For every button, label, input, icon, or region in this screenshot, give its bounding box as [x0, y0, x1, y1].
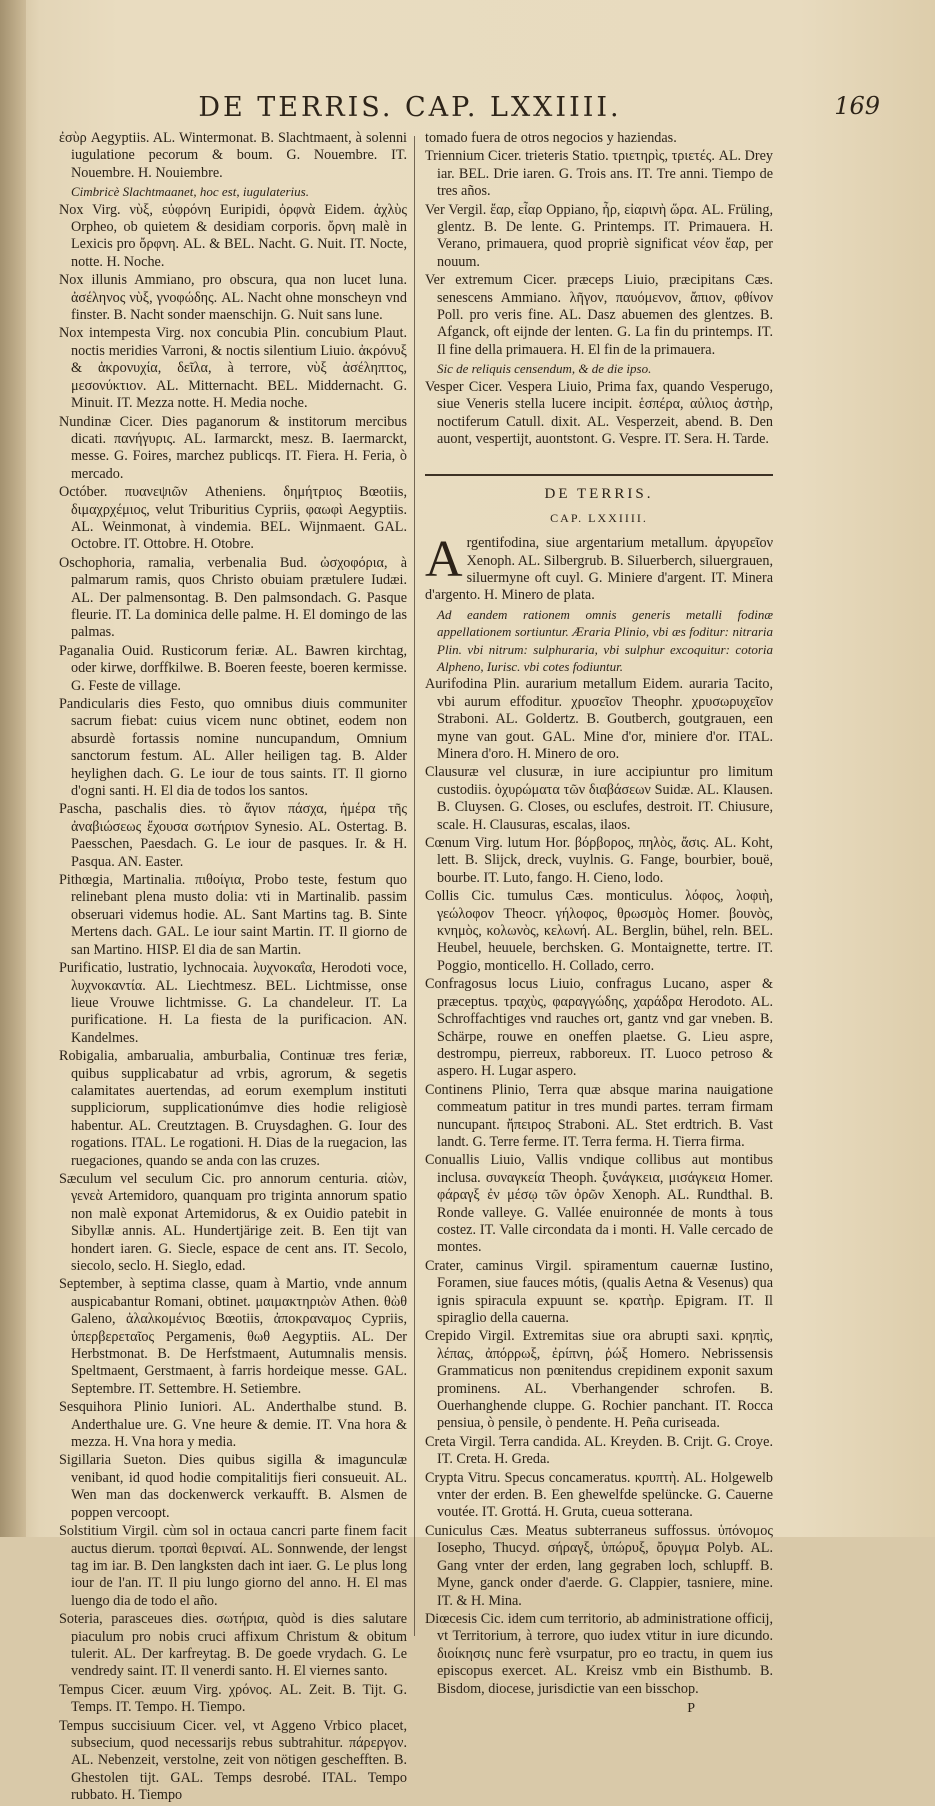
dictionary-entry	[425, 1611, 773, 1698]
dictionary-entry	[425, 379, 773, 449]
dictionary-entry	[59, 801, 407, 871]
entry-text: Clausuræ vel clusuræ, in iure accipiuntur pro limitum custodiis. ὀχυρώματα τῶν διαβάσεων Suidæ. AL. Klausen. B. Cluysen. G. Closes, ou esclufes, destroit. IT. Chiusure, scale. H. Clausuras, escalas, ilaos.	[425, 764, 773, 833]
entry-text: Sesquihora Plinio Iuniori. AL. Anderthalbe stund. B. Anderthalue ure. G. Vne heure & demie. IT. Vna hora & mezza. H. Vna hora y media.	[59, 1399, 407, 1451]
entry-text: Aurifodina Plin. aurarium metallum Eidem. auraria Tacito, vbi aurum effoditur. χρυσεῖον Theophr. χρυσωρυχεῖον Straboni. AL. Goldertz. B. Goutberch, goutgrauen, een myne van gout. GAL. Mine d'or, miniere d'or. ITAL. Minera d'oro. H. Minero de oro.	[425, 676, 773, 762]
dictionary-entry	[425, 1082, 773, 1152]
entry-text: Pandicularis dies Festo, quo omnibus diuis communiter sacrum fiebat: cuius vicem nunc obtinet, eodem non absurdè fortassis nomine nuncupandum, Omnium sanctorum festum. AL. Aller heiligen tag. B. Alder heylighen dach. G. Le iour de tous saints. IT. Il giorno d'ogni santi. H. El dia de todos los santos.	[59, 696, 407, 800]
dictionary-entry	[59, 202, 407, 272]
entry-text: Soteria, parasceues dies. σωτήρια, quòd is dies salutare piaculum pro nobis cruci affixum Christum & obitum tulerit. AL. Der karfreytag. B. De goede vrydach. G. Le vendredy saint. IT. Il venerdi santo. H. El viernes santo.	[59, 1611, 407, 1680]
entry-text: Collis Cic. tumulus Cæs. monticulus. λόφος, λοφιὴ, γεώλοφον Theocr. γήλοφος, θρωσμὸς Homer. βουνὸς, κνημὸς, κολωνὸς, κελωνή. AL. Berglin, bühel, reln. BEL. Heubel, heuuele, berchsken. G. Montaignette, tertre. IT. Poggio, monticello. H. Collado, cerro.	[425, 888, 773, 974]
dictionary-entry	[59, 1399, 407, 1451]
dictionary-entry	[425, 606, 773, 676]
entry-text: Cuniculus Cæs. Meatus subterraneus suffossus. ὑπόνομος Iosepho, Thucyd. σήραγξ, ὑπώρυξ, ὄρυγμα Polyb. AL. Gang vnter der erden, lang gegraben loch, schlupff. B. Myne, ganck onder d'aerde. G. Clappier, tasniere, mine. IT. & H. Mina.	[425, 1522, 773, 1609]
entry-text: Oschophoria, ramalia, verbenalia Bud. ὠσχοφόρια, à palmarum ramis, quos Christo obuiam prætulere Iudæi. AL. Der palmensontag. B. Den palmsondach. G. Pasque fleurie. IT. La dominica delle palme. H. El domingo de las palmas.	[59, 554, 407, 641]
dictionary-entry	[425, 272, 773, 359]
dictionary-entry	[425, 202, 773, 272]
drop-capital: A	[425, 531, 463, 589]
entry-text: Diœcesis Cic. idem cum territorio, ab administratione officij, vt Territorium, à terrore, quo iudex vtitur in iure dicundo. διοίκησις nunc ferè vsurpatur, pro eo tractu, in quem ius episcopus exercet. AL. Kreisz vmb ein Bisthumb. B. Bisdom, diocese, jurisdictie van een bisschop.	[425, 1610, 773, 1697]
dictionary-entry	[425, 531, 773, 605]
right-column-bottom-entries	[425, 531, 773, 1698]
left-column	[59, 130, 407, 1806]
entry-text: Cimbricè Slachtmaanet, hoc est, iugulaterius.	[71, 184, 309, 200]
entry-text: Continens Plinio, Terra quæ absque marina nauigatione commeatum patitur in tres mundi partes. terram firmam nuncupant. ἤπειρος Straboni. AL. Stet erdtrich. B. Vast landt. G. Terre ferme. IT. Terra ferma. H. Tierra firma.	[425, 1081, 773, 1150]
entry-text: Crater, caminus Virgil. spiramentum cauernæ Iustino, Foramen, siue fauces mótis, (qualis Aetna & Vesenus) qua ignis spiracula expuunt se. κρατὴρ. Epigram. IT. Il spiraglio della cauerna.	[425, 1257, 773, 1326]
entry-text: Ad eandem rationem omnis generis metalli fodinæ appellationem sortiuntur. Æraria Plinio, vbi æs foditur: nitraria Plin. vbi nitrum: sulphuraria, vbi sulphur excoquitur: cotoria Alpheno, Iurisc. vbi cotes fodiuntur.	[437, 606, 773, 674]
dictionary-entry	[59, 130, 407, 182]
dictionary-entry	[425, 764, 773, 834]
entry-text: Nox intempesta Virg. nox concubia Plin. concubium Plaut. noctis meridies Varroni, & noctis silentium Liuio. ἀκρόνυξ & ἀκρονυχία, δεῖλα, à terrore, νὺξ ἀσέληπτος, μεσονύκτιον. AL. Mitternacht. BEL. Middernacht. G. Minuit. IT. Mezza notte. H. Media noche.	[59, 325, 407, 412]
dictionary-entry	[425, 1434, 773, 1469]
dictionary-entry	[425, 676, 773, 763]
section-chapter: CAP. LXXIIII.	[550, 510, 648, 525]
dictionary-entry	[59, 1048, 407, 1170]
dictionary-entry	[59, 872, 407, 959]
entry-text: Creta Virgil. Terra candida. AL. Kreyden. B. Crijt. G. Croye. IT. Creta. H. Greda.	[425, 1433, 773, 1468]
entry-text: Vesper Cicer. Vespera Liuio, Prima fax, quando Vesperugo, siue Veneris stella lucere incipit. ἑσπέρα, αὐλιος ἀστὴρ, noctiferum Catull. dixit. AL. Vesperzeit, abend. B. Den auont, vespertijt, auontstont. G. Vespre. IT. Sera. H. Tarde.	[425, 378, 773, 447]
entry-text: Triennium Cicer. trieteris Statio. τριετηρὶς, τριετές. AL. Drey iar. BEL. Drie iaren. G. Trois ans. IT. Tre anni. Tiempo de tres años.	[425, 148, 773, 200]
entry-text: Purificatio, lustratio, lychnocaia. λυχνοκαΐα, Herodoti voce, λυχνοκαντία. AL. Liechtmesz. BEL. Lichtmisse, onse lieue Vrouwe lichtmisse. G. La chandeleur. IT. La purificatione. H. La fiesta de la purificacion. AN. Kandelmes.	[59, 960, 407, 1046]
entry-text: Crypta Vitru. Specus concameratus. κρυπτὴ. AL. Holgewelb vnter der erden. B. Een ghewelfde spelüncke. G. Cauerne voutée. IT. Grottá. H. Gruta, cueua sotterana.	[425, 1469, 773, 1521]
section-title: DE TERRIS.	[544, 486, 654, 503]
dictionary-entry	[59, 1171, 407, 1275]
dictionary-entry	[425, 360, 773, 377]
entry-text: Cœnum Virg. lutum Hor. βόρβορος, πηλὸς, ἄσις. AL. Koht, lett. B. Slijck, dreck, vuylnis. G. Fange, bourbier, bouë, bourbe. IT. Luto, fango. H. Cieno, lodo.	[425, 835, 773, 886]
dictionary-entry	[425, 130, 773, 147]
dictionary-entry	[425, 1152, 773, 1256]
entry-text: Sæculum vel seculum Cic. pro annorum centuria. αἰὼν, γενεὰ Artemidoro, quanquam pro triginta annorum spatio non malè exponat Artemidorus, & ex Ouidio patebit in Sibyllæ annis. AL. Hundertjärige zeit. B. Een tijt van hondert iaren. G. Siecle, espace de cent ans. IT. Secolo, siecolo, seclo. H. Sieglo, edad.	[59, 1170, 407, 1274]
dictionary-entry	[59, 1452, 407, 1522]
dictionary-entry	[425, 148, 773, 200]
running-header	[60, 92, 880, 128]
entry-text: Nox illunis Ammiano, pro obscura, qua non lucet luna. ἀσέληνος νὺξ, γνοφώδης. AL. Nacht ohne monscheyn vnd finster. B. Nacht sonder maenschijn. G. Nuit sans lune.	[59, 272, 407, 324]
dictionary-entry	[59, 960, 407, 1047]
dictionary-entry	[59, 1718, 407, 1805]
entry-text: Paganalia Ouid. Rusticorum feriæ. AL. Bawren kirchtag, oder kirwe, dorffkilwe. B. Boeren feeste, boeren kermisse. G. Feste de village.	[59, 642, 407, 694]
dictionary-entry	[59, 643, 407, 695]
entry-text: Ver Vergil. ἔαρ, εἶαρ Oppiano, ἦρ, εἰαρινὴ ὥρα. AL. Früling, glentz. B. De lente. G. Printemps. IT. Primauera. H. Verano, primauera, quod propriè significat νέον ἔαρ, per nouum.	[425, 201, 773, 270]
dictionary-entry	[59, 1276, 407, 1398]
entry-text: tomado fuera de otros negocios y haziendas.	[425, 130, 677, 146]
dictionary-entry	[425, 888, 773, 975]
entry-text: Conuallis Liuio, Vallis vndique collibus aut montibus inclusa. συναγκεία Theoph. ξυνάγκεια, μισάγκεια Homer. φάραγξ ἐν μέσῳ τῶν ὀρῶν Xenoph. AL. Rundthal. B. Ronde valleye. G. Vallée enuironnée de monts à tous costez. IT. Valle circondata da i monti. H. Valle cercado de montes.	[425, 1152, 773, 1256]
dictionary-entry	[59, 696, 407, 800]
entry-text: rgentifodina, siue argentarium metallum. ἀργυρεῖον Xenoph. AL. Silbergrub. B. Siluerberch, siluergrauen, siluermyne oft cuyl. G. Miniere d'argent. IT. Minera d'argento. H. Minero de plata.	[425, 535, 773, 604]
entry-text: Nundinæ Cicer. Dies paganorum & institorum mercibus dicati. πανήγυρις. AL. Iarmarckt, mesz. B. Iaermarckt, messe. G. Foires, marchez publicqs. IT. Fiera. H. Feria, ò mercado.	[59, 413, 407, 482]
entry-text: Octóber. πυανεψιῶν Atheniens. δημήτριος Bœotiis, διμαχρχέμιος, velut Triburitius Cypriis, φαωφὶ Aegyptiis. AL. Weinmonat, à vindemia. BEL. Wijnmaent. GAL. Octobre. IT. Ottobre. H. Otobre.	[59, 484, 407, 553]
entry-text: Ver extremum Cicer. præceps Liuio, præcipitans Cæs. senescens Ammiano. λῆγον, παυόμενον, ἄπιον, φθίνον Poll. pro veris fine. AL. Dasz abuemen des glentzes. B. Afganck, oft eijnde der lenten. G. La fin du printemps. IT. Il fine della primauera. H. El fin de la primauera.	[425, 272, 773, 358]
entry-text: Sic de reliquis censendum, & de die ipso.	[437, 361, 652, 377]
entry-text: September, à septima classe, quam à Martio, vnde annum auspicabantur Romani, obtinet. μαιμακτηριὼν Athen. θὼθ Galeno, ἀλαλκομένιος Bœotiis, ἀποκραναμος Cypriis, ὑπερβερεταῖος Pergamenis, θωθ Aegyptiis. AL. Der Herbstmonat. B. De Herfstmaent, Autumnalis mensis. Speltmaent, Gerstmaent, à farris hordeique messe. GAL. Septembre. IT. Settembre. H. Setiembre.	[59, 1276, 407, 1397]
dictionary-entry	[59, 183, 407, 200]
dictionary-entry	[59, 272, 407, 324]
dictionary-entry	[425, 1523, 773, 1610]
right-column	[425, 130, 773, 1717]
entry-text: Confragosus locus Liuio, confragus Lucano, asper & præceptus. τραχὺς, φαραγγώδης, χαράδρα Herodoto. AL. Schroffachtiges vnd rauches ort, gantz vnd gar vneben. B. Schärpe, rouwe en oneffen plaetse. G. Lieu aspre, destrompu, pierreux, rabboreux. IT. Luoco petroso & aspero. H. Lugar aspero.	[425, 976, 773, 1080]
dictionary-entry	[59, 1523, 407, 1610]
dictionary-entry	[425, 835, 773, 887]
entry-text: Solstitium Virgil. cùm sol in octaua cancri parte finem facit auctus dierum. τροπαὶ θεριναί. AL. Sonnwende, der lengst tag im iar. B. Den langksten dach int iaer. G. Le plus long iour de l'an. IT. Il piu lungo giorno del anno. H. El mas luengo dia de todo el año.	[59, 1523, 407, 1609]
section-rule	[425, 474, 773, 476]
entry-text: Tempus Cicer. æuum Virg. χρόνος. AL. Zeit. B. Tijt. G. Temps. IT. Tempo. H. Tiempo.	[59, 1681, 407, 1716]
dictionary-entry	[425, 1470, 773, 1522]
entry-text: Pithœgia, Martinalia. πιθοίγια, Probo teste, festum quo relinebant plena musto dolia: vti in Martinalib. passim obseruari videmus hodie. AL. Sant Martins tag. B. Sinte Mertens dach. GAL. Le iour saint Martin. IT. Il giorno de san Martino. HISP. El dia de san Martin.	[59, 872, 407, 958]
dictionary-entry	[425, 976, 773, 1080]
dictionary-entry	[59, 1611, 407, 1681]
header-title: DE TERRIS. CAP. LXXIIII.	[198, 92, 622, 123]
entry-text: ἐσὺρ Aegyptiis. AL. Wintermonat. B. Slachtmaent, à solenni iugulatione pecorum & boum. G. Nouembre. IT. Nouembre. H. Nouiembre.	[59, 130, 407, 181]
signature-mark: P	[687, 1700, 695, 1716]
dictionary-entry	[425, 1328, 773, 1432]
book-gutter	[0, 0, 26, 1537]
column-divider	[414, 136, 415, 1636]
entry-text: Crepido Virgil. Extremitas siue ora abrupti saxi. κρηπὶς, λέπας, ἀπόρρωξ, ἐρίπνη, ῥώξ Homero. Nebrissensis Grammaticus non pœnitendus crepidinem exponit saxum prominens. AL. Vberhangender schrofen. B. Ouerhanghende cluppe. G. Rochier panchant. IT. Rocca pensiua, ò pensile, ò pendente. H. Peña curiseada.	[425, 1328, 773, 1432]
dictionary-entry	[59, 555, 407, 642]
dictionary-entry	[59, 1682, 407, 1717]
entry-text: Nox Virg. νὺξ, εὐφρόνη Euripidi, ὀρφνὰ Eidem. ἀχλὺς Orpheo, ob quietem & desidiam corporis. ὄρνη malè in Lexicis pro ὄρφνη. AL. & BEL. Nacht. G. Nuit. IT. Nocte, notte. H. Noche.	[59, 201, 407, 270]
entry-text: Robigalia, ambarualia, amburbalia, Continuæ tres feriæ, quibus supplicabatur ad vrbis, agrorum, & segetis calamitates auertendas, ad eorum exemplum instituti suppliciorum, supplicationúmve dies hodie religiosè habentur. AL. Creutztagen. B. Cruysdaghen. G. Iour des rogations. ITAL. Le rogationi. H. Dias de la ruegacion, las ruegaciones, quando se anda con las cruzes.	[59, 1048, 407, 1169]
dictionary-entry	[59, 325, 407, 412]
dictionary-entry	[59, 484, 407, 554]
entry-text: Tempus succisiuum Cicer. vel, vt Aggeno Vrbico placet, subsecium, quod necessarijs rebus subtrahitur. πάρεργον. AL. Nebenzeit, verstolne, zeit von nötigen geschefften. B. Ghestolen tijt. GAL. Temps desrobé. ITAL. Tempo rubbato. H. Tiempo	[59, 1717, 407, 1804]
page-number: 169	[834, 92, 880, 120]
dictionary-entry	[59, 414, 407, 484]
dictionary-entry	[425, 1258, 773, 1328]
entry-text: Pascha, paschalis dies. τὸ ἅγιον πάσχα, ἡμέρα τῆς ἀναβιώσεως ἔχουσα σωτήριον Synesio. AL. Ostertag. B. Paesschen, Paesdach. G. Le iour de pasques. Ir. & H. Pasqua. AN. Easter.	[59, 801, 407, 870]
entry-text: Sigillaria Sueton. Dies quibus sigilla & imagunculæ venibant, id quod hodie compitalitijs fieri consueuit. AL. Wen man das dockenwerck verkaufft. B. Alsmen de poppen vercoopt.	[59, 1452, 407, 1521]
right-column-top-entries	[425, 130, 773, 448]
